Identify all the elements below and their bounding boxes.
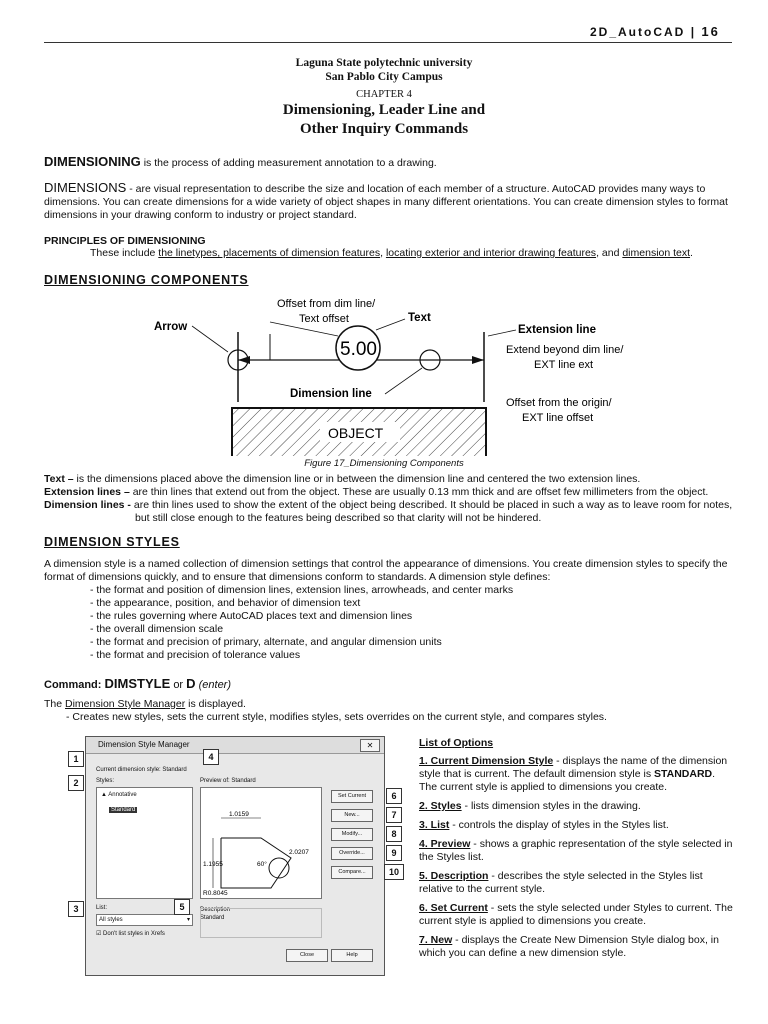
preview-dim-1: 1.0159 (229, 811, 249, 818)
option-term: 5. Description (419, 870, 489, 882)
option-text: - controls the display of styles in the Styles list. (449, 819, 669, 831)
description-box (200, 908, 322, 938)
def-dimension-lines (44, 499, 744, 512)
label-dimension-line: Dimension line (290, 388, 372, 400)
option-text: - describes the style selected in the Styles list relative to the current style. (419, 870, 703, 895)
principles-link-dimtext[interactable]: dimension text (622, 247, 691, 259)
modify-button[interactable]: Modify... (331, 828, 373, 841)
dimensioning-def: is the process of adding measurement annotation to a drawing. (140, 157, 437, 169)
chapter-title (0, 101, 768, 139)
label-offset-origin-1: Offset from the origin/ (506, 397, 612, 409)
option-set-current (419, 902, 734, 928)
styles-list (90, 584, 730, 662)
title-block (0, 56, 768, 84)
component-definitions (44, 473, 744, 525)
dialog-close-icon[interactable]: ✕ (360, 739, 380, 752)
dimensioning-term: DIMENSIONING (44, 154, 141, 169)
principles-end: . (690, 247, 693, 259)
callout-4: 4 (203, 749, 219, 765)
override-button[interactable]: Override... (331, 847, 373, 860)
object-label: OBJECT (328, 425, 384, 441)
annotative-icon: ▲ (101, 792, 107, 798)
page-header (590, 24, 720, 39)
callout-10: 10 (384, 864, 404, 880)
dsm-link[interactable]: Dimension Style Manager (65, 698, 186, 710)
callout-6: 6 (386, 788, 402, 804)
header-rule (44, 42, 732, 43)
dimensioning-definition (44, 155, 734, 170)
option-term: 4. Preview (419, 838, 471, 850)
list-item: - the rules governing where AutoCAD places text and dimension lines (90, 610, 413, 622)
styles-paragraph: A dimension style is a named collection of dimension settings that control the appearance of dimensions. You create dimension styles to specify the format of dimensions quickly, and to ensure that dimensions conform to standards. A dimension style defines: (44, 558, 728, 583)
preview-label: Preview of: Standard (200, 778, 256, 784)
principles-link-locating[interactable]: locating exterior and interior drawing features (385, 247, 597, 259)
callout-2: 2 (68, 775, 84, 791)
label-arrow: Arrow (154, 321, 188, 333)
principles-heading: PRINCIPLES OF DIMENSIONING (44, 235, 206, 247)
dimensions-definition (44, 181, 734, 222)
set-current-button[interactable]: Set Current (331, 790, 373, 803)
label-offset-origin-2: EXT line offset (522, 412, 594, 424)
list-item: - the format and position of dimension lines, extension lines, arrowheads, and center marks (90, 584, 514, 596)
xref-checkbox-label: Don't list styles in Xrefs (103, 931, 165, 937)
preview-pane (200, 787, 322, 899)
def-dimension-lines-cont: but still close enough to the features being described so that clarity will not be hindered. (135, 512, 542, 524)
principles-sep1: , (380, 247, 386, 259)
styles-listbox[interactable] (96, 787, 193, 899)
option-text: - lists dimension styles in the drawing. (461, 800, 641, 812)
new-button[interactable]: New... (331, 809, 373, 822)
option-text: - shows a graphic representation of the style selected in the Styles list. (419, 838, 733, 863)
dimensions-def: - are visual representation to describe the size and location of each member of a structure. AutoCAD provides many ways to dimensions. You can create dimensions for a wide variety of object shapes in many different orientations. You can create dimension styles to format dimensions in your drawing conform to industry or project standard. (44, 183, 728, 221)
style-annotative[interactable] (101, 792, 192, 798)
list-label: List: (96, 905, 108, 911)
list-item: - the format and precision of primary, alternate, and angular dimension units (90, 636, 442, 648)
command-or: or (173, 679, 184, 691)
option-term: 6. Set Current (419, 902, 488, 914)
compare-button[interactable]: Compare... (331, 866, 373, 879)
dimensions-term: DIMENSIONS (44, 180, 127, 195)
command-line (44, 676, 231, 691)
components-heading: DIMENSIONING COMPONENTS (44, 273, 249, 287)
header-separator: | (690, 25, 697, 39)
description-label: Description (200, 907, 231, 913)
campus-name: San Pablo City Campus (325, 71, 443, 83)
styles-label: Styles: (96, 778, 115, 784)
principles-lead: These include (90, 247, 159, 259)
principles-sep2: , and (596, 247, 623, 259)
chapter-title-line1: Dimensioning, Leader Line and (282, 102, 486, 118)
option-term: 7. New (419, 934, 453, 946)
callout-5: 5 (174, 899, 190, 915)
list-dropdown[interactable] (96, 914, 193, 926)
dsm-tail: is displayed. (185, 698, 246, 710)
current-style-label: Current dimension style: Standard (96, 767, 187, 773)
dimension-style-manager-dialog (73, 736, 399, 976)
def-dim-body: are thin lines used to show the extent of the object being described. It should be placed in such a way as to leave room for notes, (130, 499, 733, 511)
dimensioning-components-figure (140, 292, 640, 456)
close-button[interactable]: Close (286, 949, 328, 962)
callout-9: 9 (386, 845, 402, 861)
option-preview (419, 838, 734, 864)
dsm-sentence (44, 698, 246, 711)
xref-checkbox[interactable]: ☑ Don't list styles in Xrefs (96, 931, 165, 937)
command-label: Command: (44, 679, 102, 691)
list-item: - the appearance, position, and behavior of dimension text (90, 597, 361, 609)
def-text-term: Text – (44, 473, 74, 485)
option-term: 2. Styles (419, 800, 462, 812)
preview-drawing (201, 788, 321, 898)
dialog-titlebar (86, 737, 384, 754)
help-button[interactable]: Help (331, 949, 373, 962)
options-list (419, 755, 734, 966)
callout-8: 8 (386, 826, 402, 842)
preview-dim-4: 60° (257, 861, 267, 868)
principles-text (90, 247, 740, 260)
option-text: - sets the style selected under Styles to current. The current style is applied to dimensions you create. (419, 902, 733, 927)
list-item: - the overall dimension scale (90, 623, 224, 635)
command-enter: (enter) (198, 679, 232, 691)
option-new (419, 934, 734, 960)
principles-link-linetypes[interactable]: the linetypes, placements of dimension features (158, 247, 381, 259)
options-heading: List of Options (419, 737, 494, 749)
def-extension-lines (44, 486, 744, 499)
list-item: - the format and precision of tolerance values (90, 649, 301, 661)
option-text: - displays the Create New Dimension Style dialog box, in which you can define a new dimension style. (419, 934, 719, 959)
label-text: Text (408, 312, 431, 324)
chapter-title-line2: Other Inquiry Commands (299, 121, 469, 137)
def-dim-term: Dimension lines - (44, 499, 131, 511)
dsm-bullet: - Creates new styles, sets the current style, modifies styles, sets overrides on the current style, and compares styles. (66, 711, 607, 723)
option-styles (419, 800, 734, 813)
arrowhead-right (472, 356, 484, 364)
option-current-style (419, 755, 734, 794)
callout-1: 1 (68, 751, 84, 767)
def-ext-term: Extension lines – (44, 486, 130, 498)
option-term: 3. List (419, 819, 450, 831)
description-value: Standard (200, 915, 225, 921)
label-extension-line: Extension line (518, 324, 596, 336)
option-list (419, 819, 734, 832)
preview-dim-2: 1.1955 (203, 861, 223, 868)
command-alias: D (186, 676, 196, 691)
course-code: 2D_AutoCAD (590, 25, 686, 39)
dialog-title: Dimension Style Manager (98, 740, 190, 749)
def-text-body: is the dimensions placed above the dimension line or in between the dimension line and centered the two extension lines. (73, 473, 641, 485)
page-number: 16 (701, 24, 720, 39)
def-text (44, 473, 744, 486)
preview-dim-3: 2.0207 (289, 849, 309, 856)
label-offset-2: Text offset (299, 313, 349, 325)
option-bold: STANDARD (654, 768, 713, 780)
dsm-lead: The (44, 698, 66, 710)
chevron-down-icon: ▾ (186, 917, 190, 923)
def-ext-body: are thin lines that extend out from the object. These are usually 0.13 mm thick and are offset few millimeters from the object. (129, 486, 709, 498)
label-ext-beyond-2: EXT line ext (534, 359, 594, 371)
option-tail: . The current style is applied to dimensions you create. (419, 768, 716, 793)
callout-7: 7 (386, 807, 402, 823)
list-dropdown-value: All styles (99, 917, 123, 923)
option-text: - displays the name of the dimension style that is current. The default dimension style is (419, 755, 728, 780)
label-offset-1: Offset from dim line/ (277, 298, 376, 310)
option-term: 1. Current Dimension Style (419, 755, 554, 767)
command-name: DIMSTYLE (104, 676, 171, 691)
label-ext-beyond-1: Extend beyond dim line/ (506, 344, 624, 356)
styles-heading: DIMENSION STYLES (44, 535, 180, 549)
callout-3: 3 (68, 901, 84, 917)
style-annotative-label: Annotative (108, 792, 137, 798)
university-name: Laguna State polytechnic university (295, 57, 473, 69)
preview-dim-5: R0.8045 (203, 890, 228, 897)
figure-caption: Figure 17_Dimensioning Components (304, 458, 464, 469)
dimension-value: 5.00 (340, 339, 377, 360)
style-standard[interactable]: Standard (111, 807, 136, 813)
option-description (419, 870, 734, 896)
chapter-label: CHAPTER 4 (356, 89, 412, 100)
